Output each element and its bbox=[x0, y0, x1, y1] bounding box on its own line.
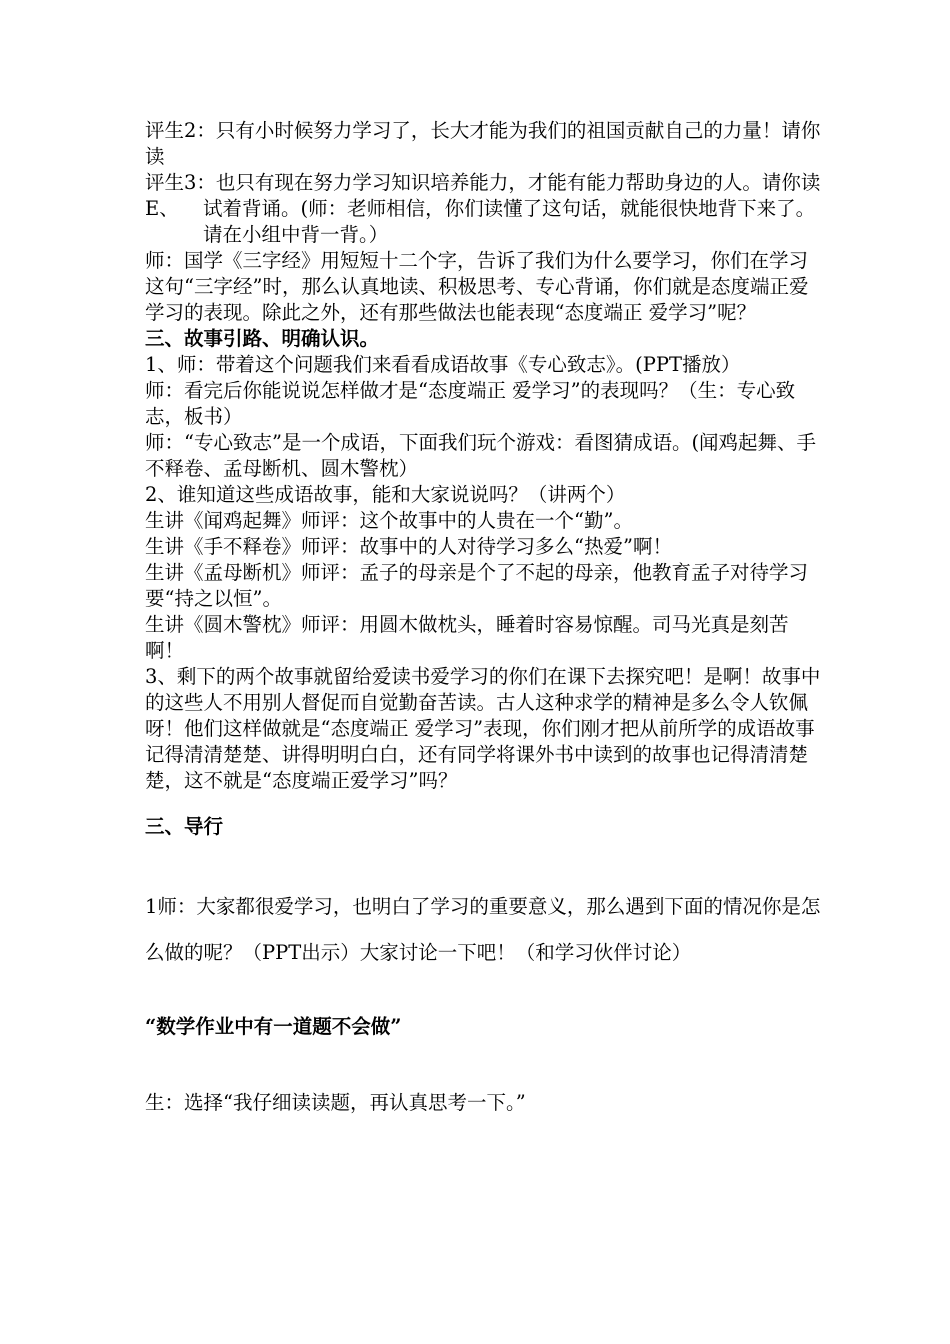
paragraph-story-1: 生讲《闻鸡起舞》师评：这个故事中的人贵在一个“勤”。 bbox=[145, 509, 633, 532]
paragraph-comment-2: 评生2：只有小时候努力学习了，长大才能为我们的祖国贡献自己的力量！请你读 bbox=[145, 119, 821, 168]
scenario-heading: “数学作业中有一道题不会做” bbox=[145, 1015, 402, 1038]
paragraph-teacher-sanzijing: 师：国学《三字经》用短短十二个字，告诉了我们为什么要学习，你们在学习这句“三字经”时，那么认真地读、积极思考、专心背诵，你们就是态度端正爱学习的表现。除此之外，还有那些做法也能表现“态度端正 爱学习”呢？ bbox=[145, 249, 809, 324]
paragraph-tell-stories: 2、谁知道这些成语故事，能和大家说说吗？（讲两个） bbox=[145, 483, 626, 506]
list-marker-e: E、 bbox=[145, 197, 179, 220]
list-item-e-text: 试着背诵。(师：老师相信，你们读懂了这句话，就能很快地背下来了。请在小组中背一背。） bbox=[203, 197, 816, 246]
document-page bbox=[145, 118, 825, 1116]
list-item-e bbox=[145, 196, 825, 248]
paragraph-story-4: 生讲《圆木警枕》师评：用圆木做枕头，睡着时容易惊醒。司马光真是刻苦啊！ bbox=[145, 613, 789, 662]
paragraph-story-2: 生讲《手不释卷》师评：故事中的人对待学习多么“热爱”啊！ bbox=[145, 535, 672, 558]
section-heading-guide: 三、导行 bbox=[145, 815, 224, 838]
paragraph-idiom-game: 师：“专心致志”是一个成语，下面我们玩个游戏：看图猜成语。(闻鸡起舞、手不释卷、孟母断机、圆木警枕） bbox=[145, 431, 817, 480]
paragraph-story-summary: 3、剩下的两个故事就留给爱读书爱学习的你们在课下去探究吧！是啊！故事中的这些人不用别人督促而自觉勤奋苦读。古人这种求学的精神是多么令人钦佩呀！他们这样做就是“态度端正 爱学习”表现，你们刚才把从前所学的成语故事记得清清楚楚、讲得明明白白，还有同学将课外书中读到的故事也记得清清楚楚，这不就是“态度端正爱学习”吗？ bbox=[145, 665, 821, 792]
paragraph-story-3: 生讲《孟母断机》师评：孟子的母亲是个了不起的母亲，他教育孟子对待学习要“持之以恒”。 bbox=[145, 561, 809, 610]
paragraph-comment-3: 评生3：也只有现在努力学习知识培养能力，才能有能力帮助身边的人。请你读 bbox=[145, 171, 821, 194]
paragraph-story-intro: 1、师：带着这个问题我们来看看成语故事《专心致志》。(PPT播放） bbox=[145, 353, 741, 376]
paragraph-student-answer: 生：选择“我仔细读读题，再认真思考一下。” bbox=[145, 1091, 526, 1114]
paragraph-story-question: 师：看完后你能说说怎样做才是“态度端正 爱学习”的表现吗？（生：专心致志，板书） bbox=[145, 379, 796, 428]
section-heading-story: 三、故事引路、明确认识。 bbox=[145, 327, 380, 350]
paragraph-guide-question: 1师：大家都很爱学习，也明白了学习的重要意义，那么遇到下面的情况你是怎么做的呢？（PPT出示）大家讨论一下吧！（和学习伙伴讨论） bbox=[145, 895, 821, 964]
